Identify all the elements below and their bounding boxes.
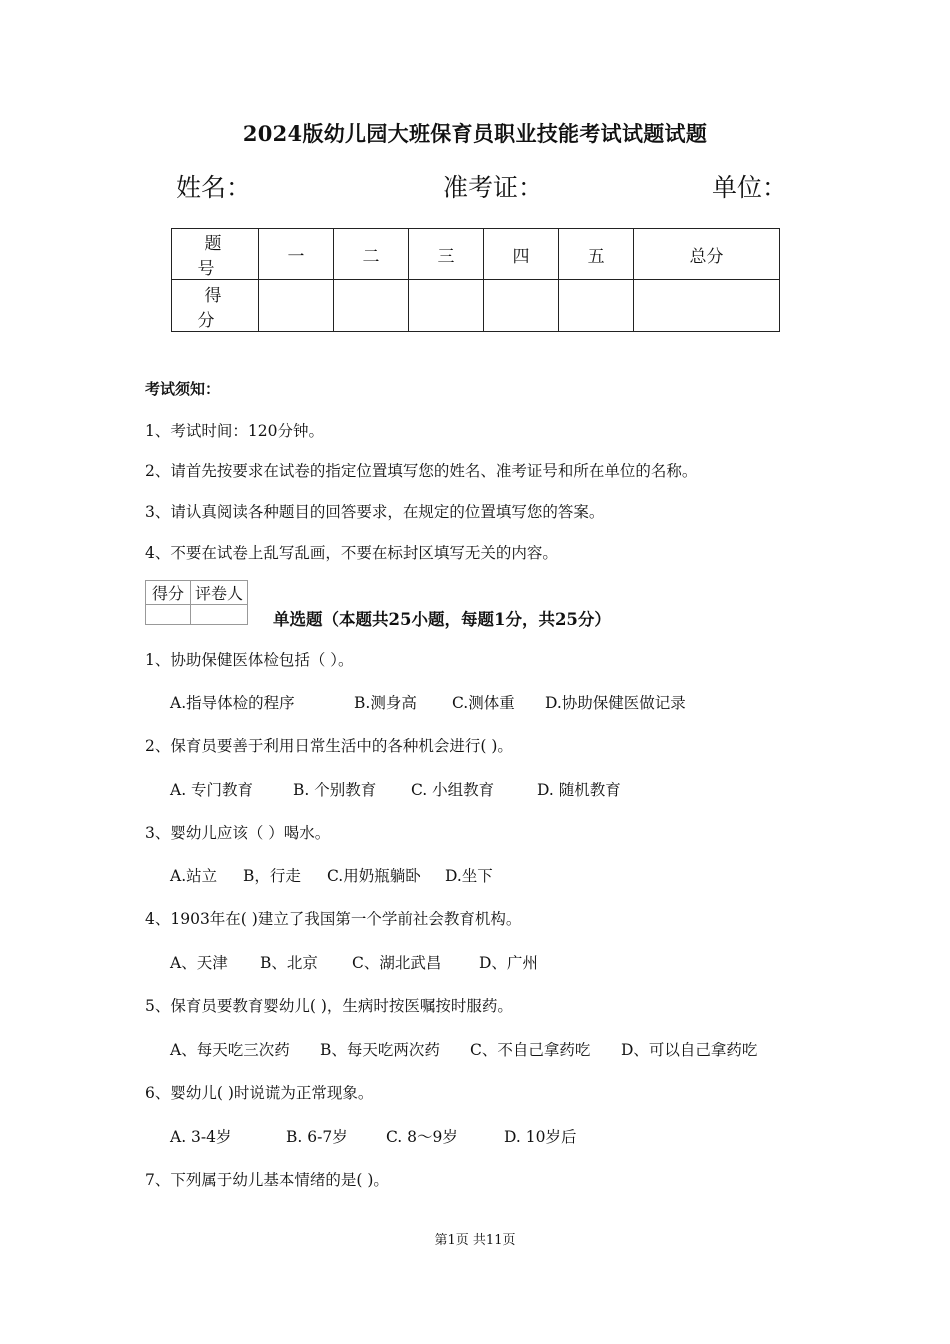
score-table-score-row	[172, 280, 780, 332]
question-option[interactable]: D. 随机教育	[537, 781, 621, 799]
question-option[interactable]: A.指导体检的程序	[170, 694, 295, 712]
score-row-label: 得 分	[172, 280, 259, 332]
score-table-header-cell: 五	[559, 229, 634, 280]
question-option[interactable]: B. 个别教育	[293, 781, 377, 799]
question-stem: 4、1903年在( )建立了我国第一个学前社会教育机构。	[145, 910, 522, 928]
question-stem: 1、协助保健医体检包括（ ）。	[145, 651, 354, 669]
question-option[interactable]: D、可以自己拿药吃	[621, 1041, 758, 1059]
score-table-header-row	[172, 229, 780, 280]
exam-id-field-label: 准考证：	[443, 173, 544, 202]
score-cell[interactable]	[409, 280, 484, 332]
question-option[interactable]: D、广州	[479, 954, 538, 972]
question-option[interactable]: B，行走	[243, 867, 301, 885]
section-title: 单选题（本题共25小题，每题1分，共25分）	[273, 610, 611, 629]
notice-heading: 考试须知：	[145, 380, 221, 398]
question-option[interactable]: C.用奶瓶躺卧	[327, 867, 421, 885]
question-option[interactable]: C.测体重	[452, 694, 515, 712]
question-option[interactable]: C、湖北武昌	[352, 954, 442, 972]
question-option[interactable]: D.协助保健医做记录	[545, 694, 686, 712]
score-cell[interactable]	[634, 280, 780, 332]
question-option[interactable]: A、天津	[170, 954, 228, 972]
question-option[interactable]: A. 专门教育	[170, 781, 254, 799]
question-stem: 3、婴幼儿应该（ ）喝水。	[145, 824, 331, 842]
question-stem: 6、婴幼儿( )时说谎为正常现象。	[145, 1084, 374, 1102]
name-field-label: 姓名：	[176, 173, 252, 202]
question-option[interactable]: D. 10岁后	[504, 1128, 577, 1146]
notice-item: 4、不要在试卷上乱写乱画，不要在标封区填写无关的内容。	[145, 544, 558, 562]
question-option[interactable]: A.站立	[170, 867, 218, 885]
score-table-header-cell: 一	[259, 229, 334, 280]
question-option[interactable]: A、每天吃三次药	[170, 1041, 290, 1059]
score-cell[interactable]	[559, 280, 634, 332]
unit-field-label: 单位：	[712, 173, 788, 202]
document-title: 2024版幼儿园大班保育员职业技能考试试题试题	[242, 121, 708, 146]
score-table-header-cell: 四	[484, 229, 559, 280]
score-cell[interactable]	[334, 280, 409, 332]
grader-name-label: 评卷人	[191, 581, 248, 605]
score-table-header-cell: 三	[409, 229, 484, 280]
score-table-header-cell: 总分	[634, 229, 780, 280]
question-option[interactable]: B. 6-7岁	[286, 1128, 348, 1146]
question-option[interactable]: B、北京	[260, 954, 318, 972]
grader-name-cell[interactable]	[191, 605, 248, 625]
grader-box	[145, 580, 248, 625]
question-option[interactable]: C、不自己拿药吃	[470, 1041, 591, 1059]
notice-item: 2、请首先按要求在试卷的指定位置填写您的姓名、准考证号和所在单位的名称。	[145, 462, 698, 480]
question-option[interactable]: C. 8～9岁	[386, 1128, 458, 1146]
score-table-header-cell: 二	[334, 229, 409, 280]
question-option[interactable]: B、每天吃两次药	[320, 1041, 440, 1059]
question-stem: 7、下列属于幼儿基本情绪的是( )。	[145, 1171, 389, 1189]
score-table	[171, 228, 780, 332]
score-table-header-cell: 题 号	[172, 229, 259, 280]
question-option[interactable]: C. 小组教育	[411, 781, 495, 799]
page-footer: 第1页 共11页	[434, 1233, 516, 1248]
question-option[interactable]: D.坐下	[445, 867, 493, 885]
question-stem: 5、保育员要教育婴幼儿( )，生病时按医嘱按时服药。	[145, 997, 513, 1015]
question-option[interactable]: A. 3-4岁	[170, 1128, 232, 1146]
question-stem: 2、保育员要善于利用日常生活中的各种机会进行( )。	[145, 737, 513, 755]
score-cell[interactable]	[484, 280, 559, 332]
score-cell[interactable]	[259, 280, 334, 332]
question-option[interactable]: B.测身高	[354, 694, 417, 712]
notice-item: 1、考试时间：120分钟。	[145, 422, 324, 440]
grader-score-cell[interactable]	[146, 605, 191, 625]
grader-score-label: 得分	[146, 581, 191, 605]
notice-item: 3、请认真阅读各种题目的回答要求，在规定的位置填写您的答案。	[145, 503, 605, 521]
